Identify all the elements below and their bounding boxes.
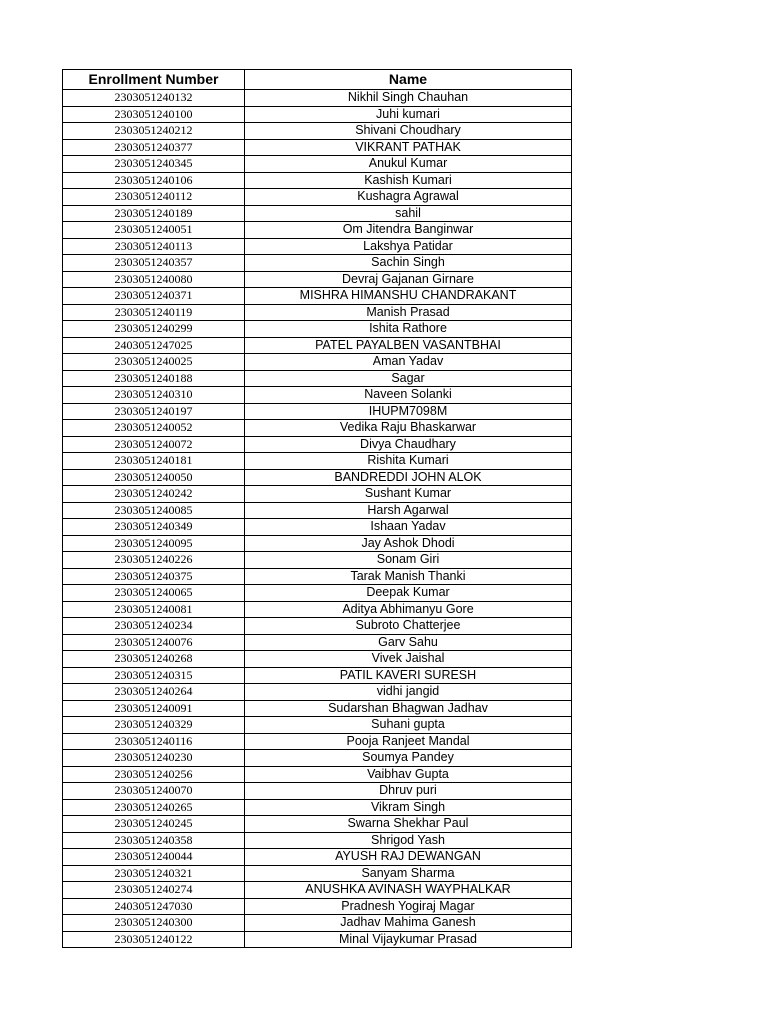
enrollment-number-cell: 2303051240070 xyxy=(63,783,245,800)
enrollment-number-cell: 2303051240265 xyxy=(63,799,245,816)
table-row xyxy=(63,321,572,338)
table-row xyxy=(63,139,572,156)
student-name-cell: Anukul Kumar xyxy=(245,156,572,173)
enrollment-number-cell: 2303051240132 xyxy=(63,90,245,107)
student-name-cell: Aditya Abhimanyu Gore xyxy=(245,601,572,618)
table-row xyxy=(63,750,572,767)
student-name-cell: Aman Yadav xyxy=(245,354,572,371)
student-name-cell: Ishita Rathore xyxy=(245,321,572,338)
student-name-cell: Pooja Ranjeet Mandal xyxy=(245,733,572,750)
student-name-cell: Kashish Kumari xyxy=(245,172,572,189)
table-row xyxy=(63,700,572,717)
table-row xyxy=(63,568,572,585)
table-row xyxy=(63,123,572,140)
table-row xyxy=(63,354,572,371)
table-row xyxy=(63,849,572,866)
table-row xyxy=(63,90,572,107)
enrollment-number-cell: 2303051240106 xyxy=(63,172,245,189)
student-name-cell: BANDREDDI JOHN ALOK xyxy=(245,469,572,486)
enrollment-number-cell: 2303051240345 xyxy=(63,156,245,173)
enrollment-number-cell: 2303051240122 xyxy=(63,931,245,948)
student-name-cell: IHUPM7098M xyxy=(245,403,572,420)
table-row xyxy=(63,156,572,173)
enrollment-number-cell: 2303051240052 xyxy=(63,420,245,437)
student-name-cell: Shrigod Yash xyxy=(245,832,572,849)
table-row xyxy=(63,684,572,701)
table-row xyxy=(63,634,572,651)
student-name-cell: Sanyam Sharma xyxy=(245,865,572,882)
table-row xyxy=(63,519,572,536)
enrollment-number-cell: 2303051240375 xyxy=(63,568,245,585)
table-row xyxy=(63,816,572,833)
table-row xyxy=(63,618,572,635)
student-name-cell: Minal Vijaykumar Prasad xyxy=(245,931,572,948)
enrollment-number-cell: 2303051240116 xyxy=(63,733,245,750)
student-name-cell: Soumya Pandey xyxy=(245,750,572,767)
student-name-cell: Om Jitendra Banginwar xyxy=(245,222,572,239)
enrollment-number-cell: 2303051240065 xyxy=(63,585,245,602)
student-name-cell: Sonam Giri xyxy=(245,552,572,569)
table-row xyxy=(63,106,572,123)
enrollment-number-cell: 2303051240245 xyxy=(63,816,245,833)
student-name-cell: Vivek Jaishal xyxy=(245,651,572,668)
table-row xyxy=(63,931,572,948)
enrollment-number-cell: 2303051240044 xyxy=(63,849,245,866)
table-row xyxy=(63,601,572,618)
table-row xyxy=(63,370,572,387)
student-name-cell: Shivani Choudhary xyxy=(245,123,572,140)
enrollment-number-cell: 2303051240119 xyxy=(63,304,245,321)
table-row xyxy=(63,585,572,602)
enrollment-number-cell: 2303051240234 xyxy=(63,618,245,635)
enrollment-number-cell: 2303051240329 xyxy=(63,717,245,734)
student-name-cell: Swarna Shekhar Paul xyxy=(245,816,572,833)
enrollment-number-cell: 2303051240197 xyxy=(63,403,245,420)
table-row xyxy=(63,733,572,750)
enrollment-number-cell: 2303051240100 xyxy=(63,106,245,123)
enrollment-number-cell: 2303051240181 xyxy=(63,453,245,470)
enrollment-number-cell: 2303051240095 xyxy=(63,535,245,552)
student-name-cell: Juhi kumari xyxy=(245,106,572,123)
student-name-cell: Rishita Kumari xyxy=(245,453,572,470)
table-row xyxy=(63,172,572,189)
student-name-cell: Lakshya Patidar xyxy=(245,238,572,255)
enrollment-number-cell: 2303051240076 xyxy=(63,634,245,651)
student-name-cell: Suhani gupta xyxy=(245,717,572,734)
student-name-cell: Vaibhav Gupta xyxy=(245,766,572,783)
enrollment-number-cell: 2303051240051 xyxy=(63,222,245,239)
student-name-cell: Dhruv puri xyxy=(245,783,572,800)
table-row xyxy=(63,337,572,354)
table-row xyxy=(63,832,572,849)
table-row xyxy=(63,189,572,206)
student-name-cell: Sushant Kumar xyxy=(245,486,572,503)
student-table xyxy=(62,69,572,948)
table-row xyxy=(63,222,572,239)
table-row xyxy=(63,502,572,519)
table-row xyxy=(63,403,572,420)
table-row xyxy=(63,387,572,404)
enrollment-number-cell: 2303051240081 xyxy=(63,601,245,618)
student-name-cell: Vikram Singh xyxy=(245,799,572,816)
enrollment-number-cell: 2303051240025 xyxy=(63,354,245,371)
table-row xyxy=(63,865,572,882)
table-row xyxy=(63,255,572,272)
enrollment-number-cell: 2403051247025 xyxy=(63,337,245,354)
table-row xyxy=(63,453,572,470)
student-name-cell: sahil xyxy=(245,205,572,222)
table-row xyxy=(63,288,572,305)
student-name-cell: Devraj Gajanan Girnare xyxy=(245,271,572,288)
student-name-cell: Ishaan Yadav xyxy=(245,519,572,536)
table-row xyxy=(63,717,572,734)
table-row xyxy=(63,469,572,486)
student-name-cell: vidhi jangid xyxy=(245,684,572,701)
table-row xyxy=(63,238,572,255)
enrollment-number-cell: 2303051240358 xyxy=(63,832,245,849)
table-row xyxy=(63,205,572,222)
student-name-cell: AYUSH RAJ DEWANGAN xyxy=(245,849,572,866)
student-name-cell: Deepak Kumar xyxy=(245,585,572,602)
enrollment-number-cell: 2303051240226 xyxy=(63,552,245,569)
header-enrollment-number: Enrollment Number xyxy=(63,70,245,90)
student-name-cell: Jadhav Mahima Ganesh xyxy=(245,915,572,932)
enrollment-number-cell: 2303051240377 xyxy=(63,139,245,156)
student-name-cell: PATEL PAYALBEN VASANTBHAI xyxy=(245,337,572,354)
student-name-cell: Sachin Singh xyxy=(245,255,572,272)
student-name-cell: Tarak Manish Thanki xyxy=(245,568,572,585)
student-name-cell: ANUSHKA AVINASH WAYPHALKAR xyxy=(245,882,572,899)
student-name-cell: Subroto Chatterjee xyxy=(245,618,572,635)
student-name-cell: Jay Ashok Dhodi xyxy=(245,535,572,552)
table-body xyxy=(63,90,572,948)
student-name-cell: Manish Prasad xyxy=(245,304,572,321)
enrollment-number-cell: 2303051240268 xyxy=(63,651,245,668)
student-name-cell: Divya Chaudhary xyxy=(245,436,572,453)
enrollment-number-cell: 2303051240310 xyxy=(63,387,245,404)
table-row xyxy=(63,882,572,899)
student-name-cell: VIKRANT PATHAK xyxy=(245,139,572,156)
table-row xyxy=(63,535,572,552)
enrollment-number-cell: 2303051240050 xyxy=(63,469,245,486)
table-row xyxy=(63,304,572,321)
table-row xyxy=(63,271,572,288)
table-row xyxy=(63,436,572,453)
student-name-cell: Naveen Solanki xyxy=(245,387,572,404)
table-row xyxy=(63,915,572,932)
enrollment-number-cell: 2303051240274 xyxy=(63,882,245,899)
table-row xyxy=(63,552,572,569)
enrollment-number-cell: 2303051240256 xyxy=(63,766,245,783)
enrollment-number-cell: 2303051240189 xyxy=(63,205,245,222)
student-name-cell: Harsh Agarwal xyxy=(245,502,572,519)
enrollment-number-cell: 2303051240212 xyxy=(63,123,245,140)
enrollment-number-cell: 2303051240315 xyxy=(63,667,245,684)
enrollment-number-cell: 2303051240300 xyxy=(63,915,245,932)
table-row xyxy=(63,766,572,783)
enrollment-number-cell: 2303051240242 xyxy=(63,486,245,503)
enrollment-number-cell: 2303051240349 xyxy=(63,519,245,536)
student-name-cell: Kushagra Agrawal xyxy=(245,189,572,206)
enrollment-number-cell: 2303051240321 xyxy=(63,865,245,882)
student-name-cell: Sagar xyxy=(245,370,572,387)
table-row xyxy=(63,420,572,437)
enrollment-number-cell: 2303051240085 xyxy=(63,502,245,519)
header-row xyxy=(63,70,572,90)
enrollment-number-cell: 2303051240230 xyxy=(63,750,245,767)
enrollment-number-cell: 2303051240299 xyxy=(63,321,245,338)
enrollment-number-cell: 2403051247030 xyxy=(63,898,245,915)
enrollment-number-cell: 2303051240264 xyxy=(63,684,245,701)
table-row xyxy=(63,651,572,668)
enrollment-number-cell: 2303051240357 xyxy=(63,255,245,272)
table-row xyxy=(63,486,572,503)
enrollment-number-cell: 2303051240112 xyxy=(63,189,245,206)
student-name-cell: Sudarshan Bhagwan Jadhav xyxy=(245,700,572,717)
student-name-cell: Nikhil Singh Chauhan xyxy=(245,90,572,107)
student-name-cell: Garv Sahu xyxy=(245,634,572,651)
enrollment-number-cell: 2303051240371 xyxy=(63,288,245,305)
enrollment-number-cell: 2303051240188 xyxy=(63,370,245,387)
table-row xyxy=(63,799,572,816)
table-row xyxy=(63,667,572,684)
student-name-cell: Vedika Raju Bhaskarwar xyxy=(245,420,572,437)
enrollment-number-cell: 2303051240072 xyxy=(63,436,245,453)
table-row xyxy=(63,783,572,800)
student-name-cell: PATIL KAVERI SURESH xyxy=(245,667,572,684)
student-name-cell: Pradnesh Yogiraj Magar xyxy=(245,898,572,915)
student-name-cell: MISHRA HIMANSHU CHANDRAKANT xyxy=(245,288,572,305)
enrollment-number-cell: 2303051240091 xyxy=(63,700,245,717)
header-name: Name xyxy=(245,70,572,90)
table-row xyxy=(63,898,572,915)
enrollment-number-cell: 2303051240113 xyxy=(63,238,245,255)
enrollment-number-cell: 2303051240080 xyxy=(63,271,245,288)
